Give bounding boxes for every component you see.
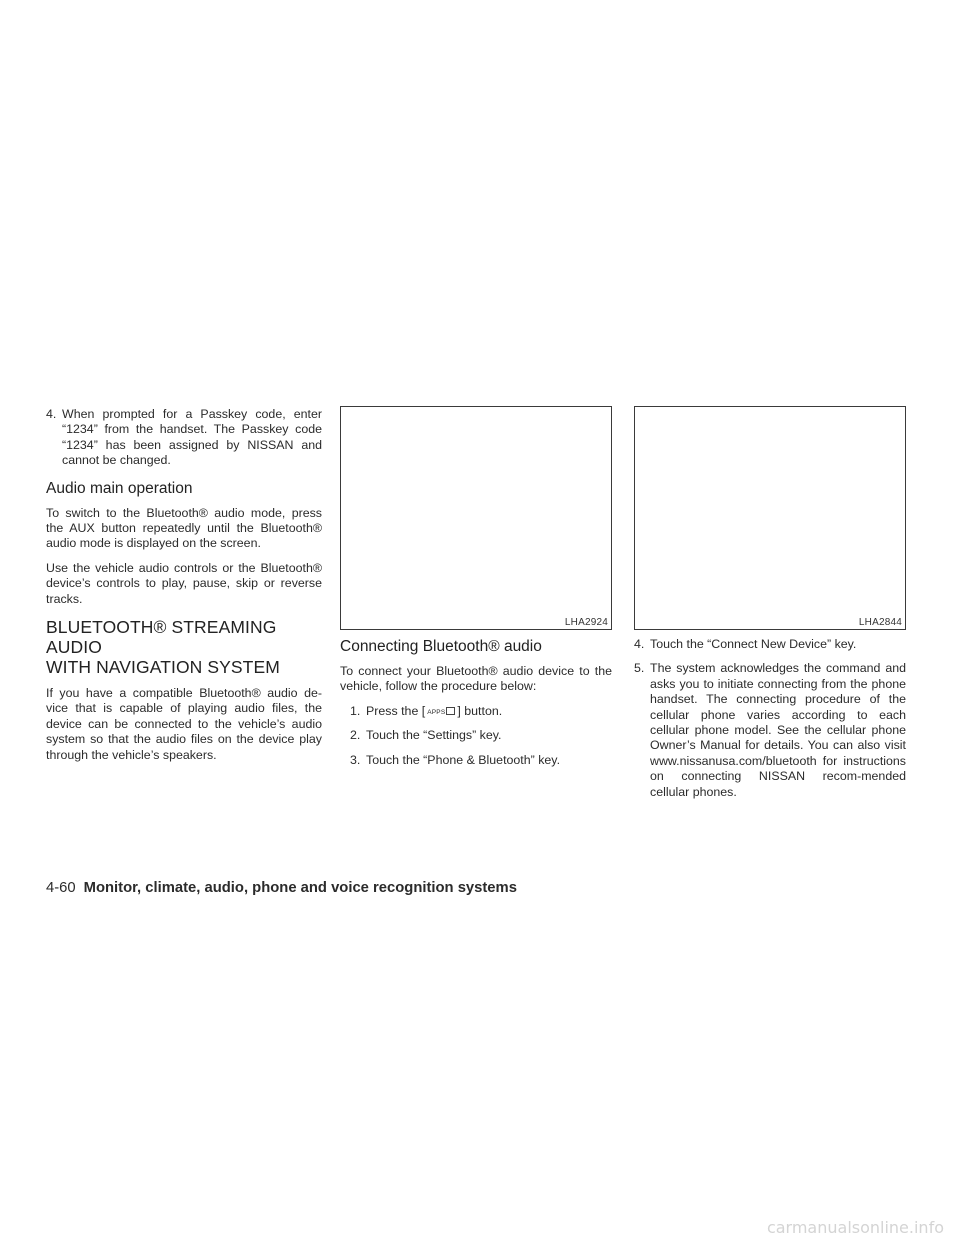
- step-number: 3.: [350, 752, 361, 767]
- step-text-end: ] button.: [457, 703, 503, 718]
- step-text: When prompted for a Passkey code, enter “1234” from the handset. The Passkey code “1234” has been assigned by NISSAN and cannot be changed.: [62, 407, 322, 468]
- step-text: [366, 704, 612, 719]
- step-text: The system acknowledges the command and asks you to initiate connecting from the phone handset. The connecting procedure of the cellular phone varies according to each cellular phone model. See the cellular phone Owner’s Manual for details. You can also visit www.nissanusa.com/bluetooth for instructions on connecting NISSAN recom-mended cellular phones.: [650, 661, 906, 799]
- step-text: Touch the “Connect New Device” key.: [650, 637, 857, 651]
- apps-button-icon: [427, 707, 455, 717]
- watermark: carmanualsonline.info: [766, 1218, 944, 1237]
- section-heading-line-1: BLUETOOTH® STREAMING AUDIO: [46, 617, 277, 658]
- figure-lha2924: [340, 406, 612, 630]
- section-heading-line-2: WITH NAVIGATION SYSTEM: [46, 657, 280, 678]
- figure-label: LHA2924: [564, 617, 608, 628]
- list-item-step-2: [340, 728, 612, 743]
- connecting-bluetooth-audio-heading: Connecting Bluetooth® audio: [340, 638, 542, 655]
- apps-icon-label: APPS: [427, 708, 446, 716]
- chapter-title: Monitor, climate, audio, phone and voice recognition systems: [83, 880, 517, 896]
- middle-column: [340, 637, 612, 777]
- figure-lha2844: [634, 406, 906, 630]
- list-item-step-5: [634, 661, 906, 800]
- list-item-step-1: [340, 704, 612, 719]
- step-text: Touch the “Phone & Bluetooth” key.: [366, 752, 561, 767]
- audio-main-operation-heading: Audio main operation: [46, 479, 193, 497]
- step-number: 4.: [634, 637, 645, 651]
- step-number: 5.: [634, 661, 645, 676]
- step-number: 2.: [350, 728, 361, 743]
- step-number: 4.: [46, 407, 57, 421]
- left-column: [46, 407, 322, 772]
- paragraph: Use the vehicle audio controls or the Bluetooth® device’s controls to play, pause, skip or reverse tracks.: [46, 560, 322, 606]
- page-number: 4-60: [46, 880, 76, 896]
- list-item-step-4: [634, 637, 906, 652]
- paragraph: If you have a compatible Bluetooth® audio de-vice that is capable of playing audio files, the device can be connected to the vehicle’s audio system so that the audio files on the device play through the vehicle’s speakers.: [46, 686, 322, 762]
- list-item-step-4: [46, 407, 322, 469]
- figure-label: LHA2844: [858, 617, 902, 628]
- list-item-step-3: [340, 753, 612, 768]
- apps-grid-icon: [446, 707, 455, 715]
- step-number: 1.: [350, 703, 361, 718]
- paragraph: To connect your Bluetooth® audio device to the vehicle, follow the procedure below:: [340, 664, 612, 694]
- step-text: Touch the “Settings” key.: [366, 728, 502, 743]
- page-footer: [46, 880, 517, 896]
- paragraph: To switch to the Bluetooth® audio mode, press the AUX button repeatedly until the Bluetooth® audio mode is displayed on the screen.: [46, 505, 322, 551]
- step-text-start: Press the [: [366, 703, 426, 718]
- right-column: [634, 637, 906, 809]
- section-heading: [46, 617, 322, 677]
